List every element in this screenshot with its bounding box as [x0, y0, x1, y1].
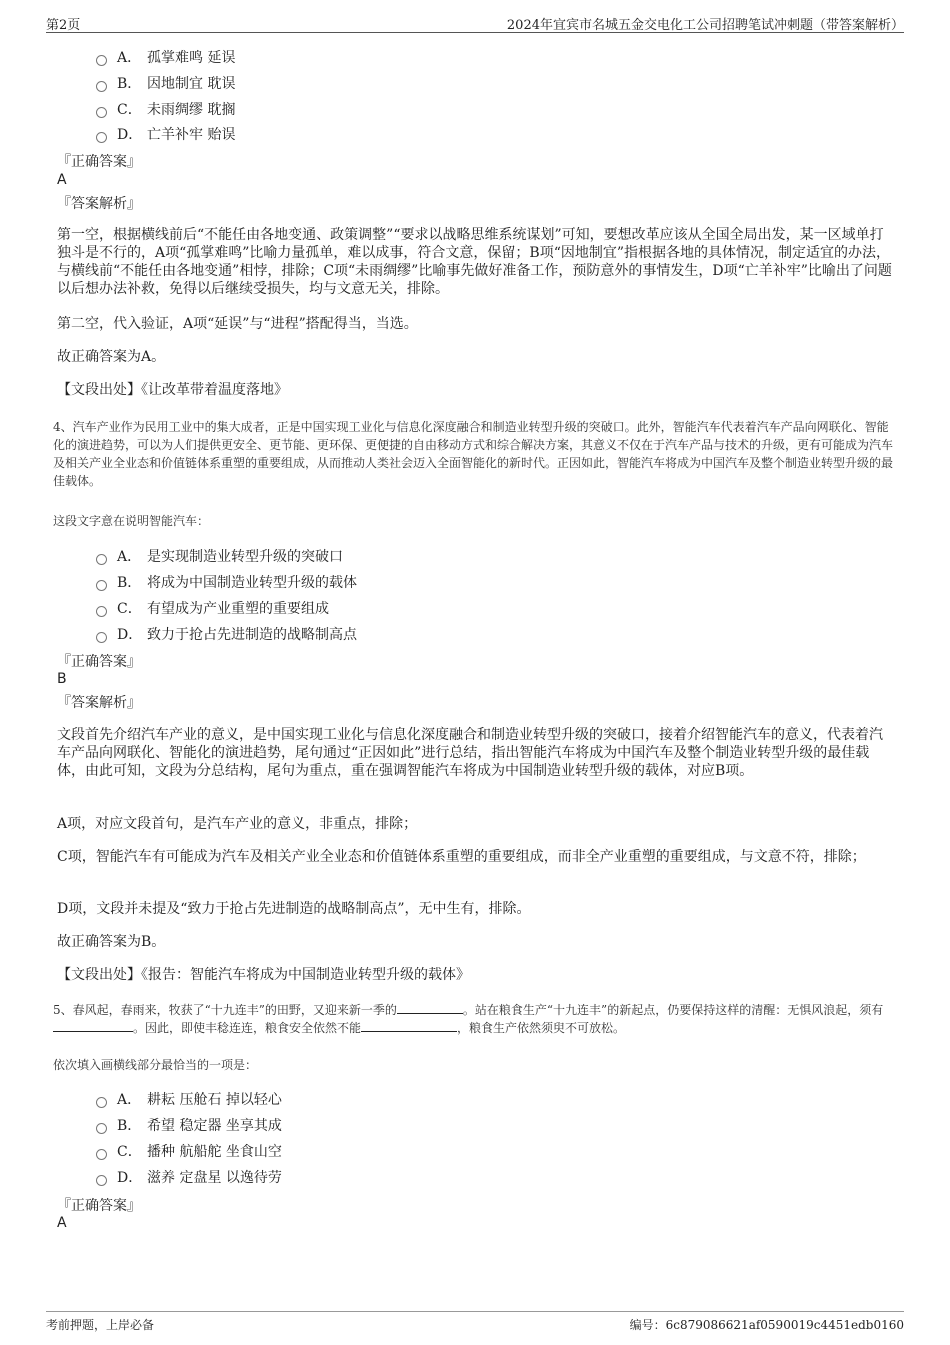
- analysis-paragraph: C项，智能汽车有可能成为汽车及相关产业全业态和价值链体系重塑的重要组成，而非全产业重塑的重要组成，与文意不符，排除；: [57, 849, 866, 865]
- radio-icon[interactable]: [96, 81, 107, 92]
- analysis-paragraph: 故正确答案为B。: [57, 934, 166, 950]
- question-prompt: 这段文字意在说明智能汽车：: [53, 514, 210, 528]
- analysis-paragraph: 第二空，代入验证，A项“延误”与“进程”搭配得当，当选。: [57, 316, 418, 332]
- radio-icon[interactable]: [96, 554, 107, 565]
- footer-slogan: 考前押题，上岸必备: [46, 1318, 155, 1332]
- blank-line: [397, 1001, 463, 1014]
- radio-icon[interactable]: [96, 107, 107, 118]
- radio-icon[interactable]: [96, 132, 107, 143]
- q5-option-d[interactable]: D． 滋养 定盘星 以逸待劳: [96, 1167, 282, 1187]
- q5-option-a[interactable]: A． 耕耘 压舱石 掉以轻心: [96, 1089, 282, 1109]
- q4-option-c[interactable]: C． 有望成为产业重塑的重要组成: [96, 598, 329, 618]
- question-stem: 4、汽车产业作为民用工业中的集大成者，正是中国实现工业化与信息化深度融合和制造业转型升级的突破口。此外，智能汽车代表着汽车产品向网联化、智能化的演进趋势，可以为人们提供更安全、更节能、更环保、更便捷的自由移动方式和综合解决方案，其意义不仅在于汽车产品与技术的升级，更有可能成为汽车及相关产业全业态和价值链体系重塑的重要组成，从而推动人类社会迈入全面智能化的新时代。正因如此，智能汽车将成为中国汽车及整个制造业转型升级的最佳载体。: [53, 420, 894, 488]
- document-title: 2024年宜宾市名城五金交电化工公司招聘笔试冲刺题（带答案解析）: [506, 18, 904, 33]
- analysis-paragraph: 第一空，根据横线前后“不能任由各地变通、政策调整”“要求以战略思维系统谋划”可知，要想改革应该从全国全局出发，某一区域单打独斗是不行的，A项“孤掌难鸣”比喻力量孤单，难以成事，符合文意，保留；B项“因地制宜”指根据各地的具体情况，制定适宜的办法，与横线前“不能任由各地变通”相悖，排除；C项“未雨绸缪”比喻事先做好准备工作，预防意外的事情发生，D项“亡羊补牢”比喻出了问题以后想办法补救，免得以后继续受损失，均与文意无关，排除。: [57, 227, 892, 297]
- q3-option-c[interactable]: C． 未雨绸缪 耽搁: [96, 99, 235, 119]
- radio-icon[interactable]: [96, 1097, 107, 1108]
- source-citation: 【文段出处】《让改革带着温度落地》: [57, 382, 288, 398]
- q3-option-d[interactable]: D． 亡羊补牢 贻误: [96, 124, 235, 144]
- analysis-paragraph: D项，文段并未提及“致力于抢占先进制造的战略制高点”，无中生有，排除。: [57, 901, 531, 917]
- analysis-label: 『答案解析』: [57, 695, 141, 711]
- radio-icon[interactable]: [96, 580, 107, 591]
- analysis-paragraph: A项，对应文段首句，是汽车产业的意义，非重点，排除；: [57, 816, 418, 832]
- question-stem: 5、春风起，春雨来，牧获了“十九连丰”的田野，又迎来新一季的 。站在粮食生产“十九连丰”的新起点，仍要保持这样的清醒：无惧风浪起，须有。因此，即使丰稔连连，粮食安全依然不能 ，粮食生产依然须臾不可放松。: [53, 1003, 884, 1035]
- document-id: 编号：6c879086621af0590019c4451edb0160: [629, 1318, 904, 1332]
- blank-line: [53, 1019, 133, 1032]
- question-prompt: 依次填入画横线部分最恰当的一项是：: [53, 1058, 258, 1072]
- q3-option-b[interactable]: B． 因地制宜 耽误: [96, 73, 235, 93]
- blank-line: [361, 1019, 457, 1032]
- answer-label: 『正确答案』: [57, 1198, 141, 1214]
- answer-value: B: [57, 671, 67, 687]
- analysis-paragraph: 故正确答案为A。: [57, 349, 166, 365]
- source-citation: 【文段出处】《报告：智能汽车将成为中国制造业转型升级的载体》: [57, 967, 470, 983]
- q4-option-d[interactable]: D． 致力于抢占先进制造的战略制高点: [96, 624, 357, 644]
- q4-option-a[interactable]: A． 是实现制造业转型升级的突破口: [96, 546, 343, 566]
- answer-value: A: [57, 172, 67, 188]
- radio-icon[interactable]: [96, 1123, 107, 1134]
- radio-icon[interactable]: [96, 1149, 107, 1160]
- analysis-paragraph: 文段首先介绍汽车产业的意义，是中国实现工业化与信息化深度融合和制造业转型升级的突破口，接着介绍智能汽车的意义，代表着汽车产品向网联化、智能化的演进趋势，尾句通过“正因如此”进行总结，指出智能汽车将成为中国汽车及整个制造业转型升级的最佳载体，由此可知，文段为分总结构，尾句为重点，重在强调智能汽车将成为中国制造业转型升级的载体，对应B项。: [57, 727, 883, 779]
- radio-icon[interactable]: [96, 1175, 107, 1186]
- q5-option-b[interactable]: B． 希望 稳定器 坐享其成: [96, 1115, 282, 1135]
- answer-label: 『正确答案』: [57, 154, 141, 170]
- answer-value: A: [57, 1215, 67, 1231]
- q4-option-b[interactable]: B． 将成为中国制造业转型升级的载体: [96, 572, 357, 592]
- radio-icon[interactable]: [96, 632, 107, 643]
- analysis-label: 『答案解析』: [57, 196, 141, 212]
- radio-icon[interactable]: [96, 55, 107, 66]
- q5-option-c[interactable]: C． 播种 航船舵 坐食山空: [96, 1141, 282, 1161]
- page-header: [46, 12, 904, 33]
- page-footer: [46, 1311, 904, 1334]
- answer-label: 『正确答案』: [57, 654, 141, 670]
- q3-option-a[interactable]: A． 孤掌难鸣 延误: [96, 47, 235, 67]
- page-number: 第2页: [46, 18, 81, 33]
- radio-icon[interactable]: [96, 606, 107, 617]
